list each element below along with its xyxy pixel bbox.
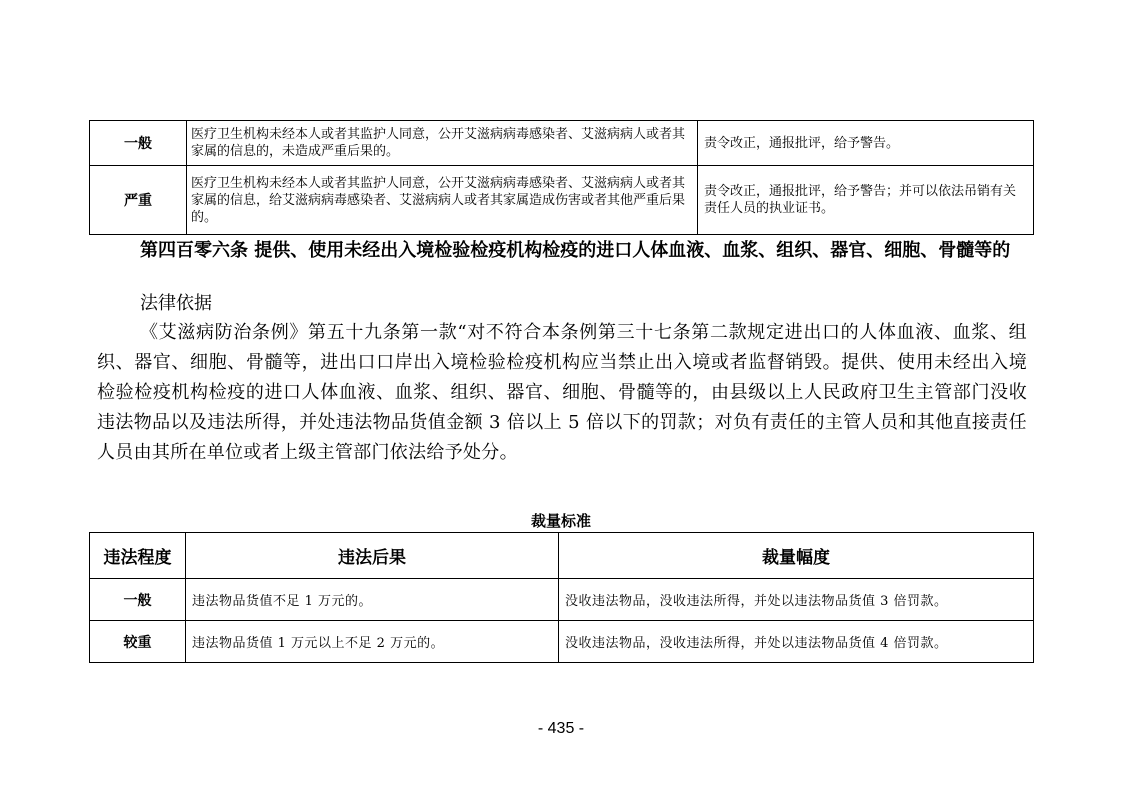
table-header-row <box>90 533 1034 579</box>
discretion-standard-table <box>89 532 1034 663</box>
violation-level: 较重 <box>90 621 186 663</box>
penalty-range: 责令改正，通报批评，给予警告。 <box>698 121 1034 166</box>
violation-level: 一般 <box>90 579 186 621</box>
column-header: 裁量幅度 <box>559 533 1034 579</box>
article-heading: 第四百零六条 提供、使用未经出入境检验检疫机构检疫的进口人体血液、血浆、组织、器官、细胞、骨髓等的 <box>140 240 1011 261</box>
violation-consequence: 违法物品货值不足 1 万元的。 <box>186 579 559 621</box>
violation-consequence: 医疗卫生机构未经本人或者其监护人同意，公开艾滋病病毒感染者、艾滋病病人或者其家属的信息的，未造成严重后果的。 <box>187 121 698 166</box>
violation-level: 严重 <box>90 166 187 235</box>
page-number: - 435 - <box>537 720 585 737</box>
table-row <box>90 121 1034 166</box>
column-header: 违法后果 <box>186 533 559 579</box>
violation-consequence: 医疗卫生机构未经本人或者其监护人同意，公开艾滋病病毒感染者、艾滋病病人或者其家属的信息，给艾滋病病毒感染者、艾滋病病人或者其家属造成伤害或者其他严重后果的。 <box>187 166 698 235</box>
legal-basis-label: 法律依据 <box>140 293 212 314</box>
penalty-range: 责令改正，通报批评，给予警告；并可以依法吊销有关责任人员的执业证书。 <box>698 166 1034 235</box>
table-caption: 裁量标准 <box>530 512 591 530</box>
table-row <box>90 166 1034 235</box>
violation-level: 一般 <box>90 121 187 166</box>
violation-consequence: 违法物品货值 1 万元以上不足 2 万元的。 <box>186 621 559 663</box>
table-row <box>90 621 1034 663</box>
column-header: 违法程度 <box>90 533 186 579</box>
table-row <box>90 579 1034 621</box>
legal-basis-text: 《艾滋病防治条例》第五十九条第一款“对不符合本条例第三十七条第二款规定进出口的人体血液、血浆、组织、器官、细胞、骨髓等，进出口口岸出入境检验检疫机构应当禁止出入境或者监督销毁。提供、使用未经出入境检验检疫机构检疫的进口人体血液、血浆、组织、器官、细胞、骨髓等的，由县级以上人民政府卫生主管部门没收违法物品以及违法所得，并处违法物品货值金额 3 倍以上 5 倍以下的罚款；对负有责任的主管人员和其他直接责任人员由其所在单位或者上级主管部门依法给予处分。 <box>97 322 1027 463</box>
penalty-range: 没收违法物品，没收违法所得，并处以违法物品货值 4 倍罚款。 <box>559 621 1034 663</box>
penalty-range: 没收违法物品，没收违法所得，并处以违法物品货值 3 倍罚款。 <box>559 579 1034 621</box>
previous-discretion-table <box>89 120 1034 235</box>
